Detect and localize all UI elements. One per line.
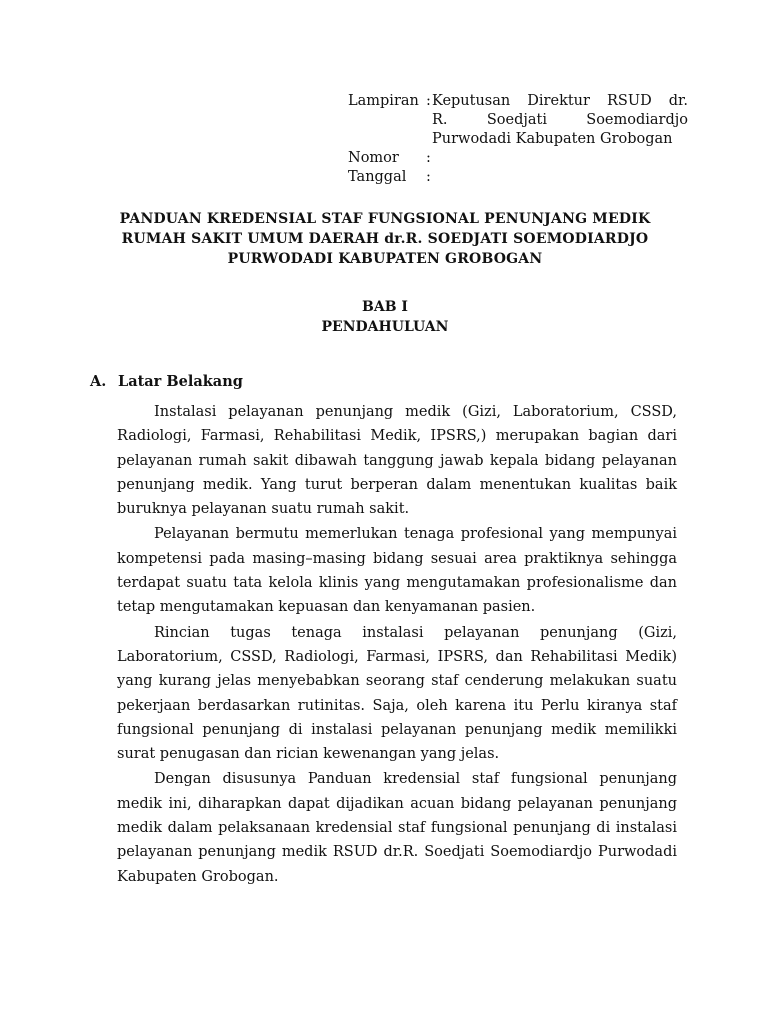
title-line-2: RUMAH SAKIT UMUM DAERAH dr.R. SOEDJATI SOEMODIARDJO [121,231,649,247]
lampiran-word: Direktur [527,93,590,109]
document-header-metadata [348,92,688,187]
paragraph: Instalasi pelayanan penunjang medik (Gizi, Laboratorium, CSSD, Radiologi, Farmasi, Rehabilitasi Medik, IPSRS,) merupakan bagian dari pelayanan rumah sakit dibawah tanggung jawab kepala bidang pelayanan penunjang medik. Yang turut berperan dalam menentukan kualitas baik buruknya pelayanan suatu rumah sakit. [117,404,677,518]
section-letter: A. [90,373,107,390]
tanggal-label: Tanggal [348,169,407,185]
paragraph: Dengan disusunya Panduan kredensial staf fungsional penunjang medik ini, diharapkan dapat dijadikan acuan bidang pelayanan penunjang medik dalam pelaksanaan kredensial staf fungsional penunjang di instalasi pelayanan penunjang medik RSUD dr.R. Soedjati Soemodiardjo Purwodadi Kabupaten Grobogan. [117,771,677,885]
lampiran-line-2 [432,111,688,130]
paragraph: Pelayanan bermutu memerlukan tenaga profesional yang mempunyai kompetensi pada masing–masing bidang sesuai area praktiknya sehingga terdapat suatu tata kelola klinis yang mengutamakan profesionalisme dan tetap mengutamakan kepuasan dan kenyamanan pasien. [117,526,677,616]
tanggal-row [348,168,688,187]
chapter-number: BAB I [362,299,408,315]
tanggal-colon: : [426,169,431,185]
lampiran-line-3: Purwodadi Kabupaten Grobogan [432,131,673,147]
title-line-3: PURWODADI KABUPATEN GROBOGAN [227,251,543,267]
lampiran-line-1 [432,92,688,111]
title-line-1: PANDUAN KREDENSIAL STAF FUNGSIONAL PENUNJANG MEDIK [119,211,651,227]
lampiran-word: Soedjati [486,112,547,128]
nomor-row [348,149,688,168]
lampiran-colon: : [426,93,431,109]
lampiran-row [348,92,688,111]
paragraph: Rincian tugas tenaga instalasi pelayanan penunjang (Gizi, Laboratorium, CSSD, Radiologi, Farmasi, IPSRS, dan Rehabilitasi Medik) yang kurang jelas menyebabkan seorang staf cenderung melakukan suatu pekerjaan berdasarkan rutinitas. Saja, oleh karena itu Perlu kiranya staf fungsional penunjang di instalasi pelayanan penunjang medik memilikki surat penugasan dan rician kewenangan yang jelas. [117,624,677,763]
lampiran-word: R. [432,112,448,128]
document-title [90,209,680,269]
lampiran-row-3 [348,130,688,149]
lampiran-word: RSUD [607,93,652,109]
nomor-colon: : [426,150,431,166]
lampiran-row-2 [348,111,688,130]
lampiran-label: Lampiran [348,93,419,109]
section-title: Latar Belakang [118,373,243,390]
lampiran-word: Keputusan [432,93,511,109]
section-heading [90,373,243,390]
chapter-name: PENDAHULUAN [321,319,449,335]
lampiran-word: dr. [668,93,688,109]
lampiran-word: Soemodiardjo [586,112,688,128]
body-text [117,400,677,889]
nomor-label: Nomor [348,150,399,166]
